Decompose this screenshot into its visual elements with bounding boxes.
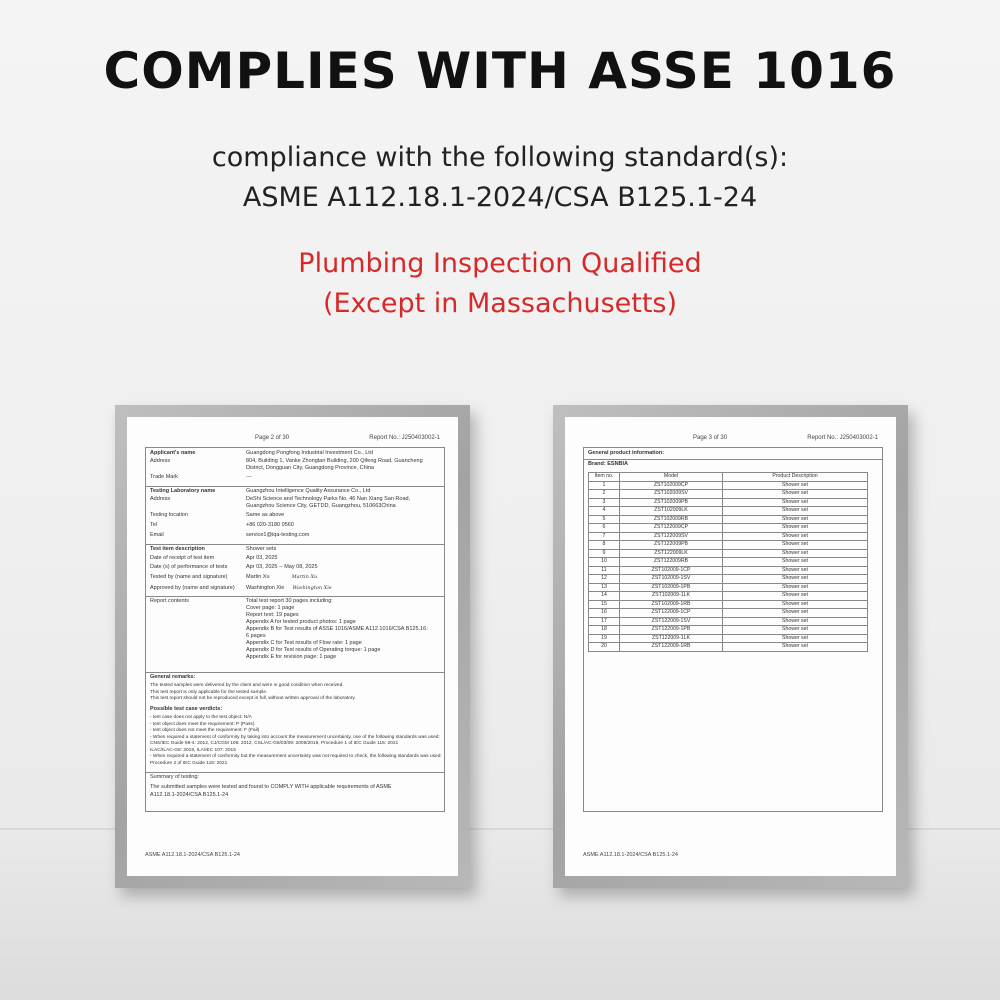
model-cell: ZST102009-1SV xyxy=(620,575,723,584)
test-report-page-2 xyxy=(145,435,440,858)
model-cell: ZST122009-1RB xyxy=(620,643,723,652)
table-row xyxy=(589,490,868,499)
item-no-cell: 12 xyxy=(589,575,620,584)
location-value: Same as above xyxy=(246,512,285,518)
report-number: Report No.: J250403002-1 xyxy=(369,435,440,441)
verdicts-heading: Possible test case verdicts: xyxy=(150,706,223,712)
description-cell: Shower set xyxy=(723,524,868,533)
table-row xyxy=(589,515,868,524)
table-row xyxy=(589,592,868,601)
location-label: Testing location xyxy=(150,512,188,518)
text-line: Appendix A for tested product photos: 1 page xyxy=(246,619,356,625)
summary-line1: The submitted samples were tested and found to COMPLY WITH applicable requirements of ASME xyxy=(150,784,392,790)
description-cell: Shower set xyxy=(723,498,868,507)
lab-address-line2: Guangzhou Science City, GETDD, Guangzhou, 510663China xyxy=(246,503,396,509)
tel-label: Tel xyxy=(150,522,158,528)
description-cell: Shower set xyxy=(723,566,868,575)
table-row xyxy=(589,643,868,652)
text-line: - test object does meet the requirement: P (Pass) xyxy=(150,721,255,727)
item-no-cell: 16 xyxy=(589,609,620,618)
table-row xyxy=(589,609,868,618)
model-cell: ZST122009CP xyxy=(620,524,723,533)
description-cell: Shower set xyxy=(723,490,868,499)
table-row xyxy=(589,532,868,541)
description-cell: Shower set xyxy=(723,558,868,567)
certificate-frame-left xyxy=(115,405,470,888)
remarks-heading: General remarks: xyxy=(150,674,196,680)
description-cell: Shower set xyxy=(723,617,868,626)
text-line: This test report should not be reproduced except in full, without written approval of the laboratory. xyxy=(150,696,356,701)
test-report-page-3 xyxy=(583,435,878,858)
applicant-label: Applicant's name xyxy=(150,450,196,456)
model-cell: ZST102009RB xyxy=(620,515,723,524)
description-cell: Shower set xyxy=(723,634,868,643)
table-row xyxy=(589,498,868,507)
text-line: - When required a statement of conformity but the measurement uncertainty was not required to check, the following standards was used: xyxy=(150,754,442,759)
text-line: 6 pages xyxy=(246,633,266,639)
col-description: Product Description xyxy=(723,473,868,482)
table-row xyxy=(589,634,868,643)
page-title: COMPLIES WITH ASSE 1016 xyxy=(103,42,897,100)
text-line: ILAC/ILAC-G8: 2019, ILA/IEC 107: 2015 xyxy=(150,747,236,753)
table-row xyxy=(589,507,868,516)
item-no-cell: 19 xyxy=(589,634,620,643)
brand-label: Brand: ESNBIA xyxy=(588,461,629,467)
description-cell: Shower set xyxy=(723,507,868,516)
col-item-no: Item no. xyxy=(589,473,620,482)
description-cell: Shower set xyxy=(723,549,868,558)
item-value: Shower sets xyxy=(246,546,277,552)
description-cell: Shower set xyxy=(723,575,868,584)
item-no-cell: 6 xyxy=(589,524,620,533)
item-no-cell: 17 xyxy=(589,617,620,626)
address-line1: 804, Building 1, Vanke Zhongtan Building, 200 Qifeng Road, Guancheng xyxy=(246,458,423,464)
model-cell: ZST102009-1CP xyxy=(620,566,723,575)
table-row xyxy=(589,600,868,609)
text-line: - test object does not meet the requirement: F (Fail) xyxy=(150,728,260,733)
page-number: Page 3 of 30 xyxy=(693,435,728,441)
page-footer: ASME A112.18.1-2024/CSA B125.1-24 xyxy=(583,852,678,858)
text-line: - When required a statement of conformity by taking into account the measurement uncertainty, one of the following standards was used: xyxy=(150,734,440,740)
lab-value: Guangzhou Intelligence Quality Assurance Co., Ltd xyxy=(246,488,371,494)
text-line: Cover page: 1 page xyxy=(246,605,295,611)
performance-value: Apr 03, 2025 -- May 08, 2025 xyxy=(246,564,318,570)
description-cell: Shower set xyxy=(723,592,868,601)
text-line: This test report is only applicable for the tested sample. xyxy=(150,689,268,695)
text-line: Appendix E for revision page: 1 page xyxy=(246,654,337,660)
table-row xyxy=(589,549,868,558)
contents-label: Report contents xyxy=(150,598,189,604)
description-cell: Shower set xyxy=(723,609,868,618)
approved-label: Approved by (name and signature) xyxy=(150,585,235,591)
report-table xyxy=(145,447,445,812)
certificate-frame-right xyxy=(553,405,908,888)
approved-value: Washington Xie xyxy=(246,585,285,591)
summary-line2: A112.18.1-2024/CSA B125.1-24 xyxy=(150,792,229,798)
item-no-cell: 15 xyxy=(589,600,620,609)
lab-label: Testing Laboratory name xyxy=(150,488,216,494)
product-table-header xyxy=(589,473,868,482)
text-line: CNS/IEC Guide 98-4: 2012, CJ/CGM 106: 2012, CSL/AC-G8/03/09: 2009/2019, Procedure 1 of IEC Guide 115: 2021 xyxy=(150,741,399,746)
text-line: Total test report 30 pages including: xyxy=(246,598,333,604)
frame-mat xyxy=(565,417,896,876)
item-no-cell: 18 xyxy=(589,626,620,635)
description-cell: Shower set xyxy=(723,532,868,541)
description-cell: Shower set xyxy=(723,481,868,490)
table-row xyxy=(589,575,868,584)
text-line: Procedure 2 of IEC Guide 115: 2021 xyxy=(150,760,228,766)
table-row xyxy=(589,524,868,533)
receipt-value: Apr 03, 2025 xyxy=(246,555,278,561)
item-no-cell: 10 xyxy=(589,558,620,567)
frame-mat xyxy=(127,417,458,876)
performance-label: Date (s) of performance of tests xyxy=(150,564,228,570)
email-value: service1@iqa-testing.com xyxy=(246,532,310,538)
email-label: Email xyxy=(150,532,164,538)
model-cell: ZST102009LK xyxy=(620,507,723,516)
model-cell: ZST122009-1CP xyxy=(620,609,723,618)
table-row xyxy=(589,558,868,567)
model-cell: ZST122009PB xyxy=(620,541,723,550)
col-model: Model xyxy=(620,473,723,482)
item-no-cell: 8 xyxy=(589,541,620,550)
standards-list: ASME A112.18.1-2024/CSA B125.1-24 xyxy=(242,182,758,213)
description-cell: Shower set xyxy=(723,626,868,635)
applicant-value: Guangdong Pongfong Industrial Investment Co., Ltd xyxy=(246,450,373,456)
address-line2: District, Dongguan City, Guangdong Province, China xyxy=(246,465,374,471)
model-cell: ZST102009-1RB xyxy=(620,600,723,609)
text-line: Report text: 19 pages xyxy=(246,612,299,618)
description-cell: Shower set xyxy=(723,515,868,524)
tested-signature: Martin Xu xyxy=(291,574,318,580)
table-row xyxy=(589,583,868,592)
item-no-cell: 3 xyxy=(589,498,620,507)
item-no-cell: 20 xyxy=(589,643,620,652)
description-cell: Shower set xyxy=(723,583,868,592)
description-cell: Shower set xyxy=(723,643,868,652)
table-row xyxy=(589,626,868,635)
trademark-value: --- xyxy=(246,474,252,480)
model-cell: ZST102009PB xyxy=(620,498,723,507)
product-table xyxy=(588,472,868,652)
page-footer: ASME A112.18.1-2024/CSA B125.1-24 xyxy=(145,852,240,858)
item-no-cell: 11 xyxy=(589,566,620,575)
report-number: Report No.: J250403002-1 xyxy=(807,435,878,441)
item-no-cell: 14 xyxy=(589,592,620,601)
model-cell: ZST122009LK xyxy=(620,549,723,558)
text-line: Appendix C for Test results of Flow rate: 1 page xyxy=(246,640,362,646)
text-line: The tested samples were delivered by the client and were in good condition when received. xyxy=(150,683,344,688)
model-cell: ZST102009-1PB xyxy=(620,583,723,592)
trademark-label: Trade Mark xyxy=(150,474,178,480)
model-cell: ZST102009CP xyxy=(620,481,723,490)
text-line: - test case does not apply to the test object: N/A xyxy=(150,715,252,720)
table-row xyxy=(589,617,868,626)
tested-label: Tested by (name and signature) xyxy=(150,574,228,580)
standards-intro: compliance with the following standard(s): xyxy=(211,142,789,173)
model-cell: ZST122009-1LK xyxy=(620,634,723,643)
page-number: Page 2 of 30 xyxy=(255,435,290,441)
item-no-cell: 13 xyxy=(589,583,620,592)
item-no-cell: 5 xyxy=(589,515,620,524)
table-row xyxy=(589,541,868,550)
item-no-cell: 9 xyxy=(589,549,620,558)
tel-value: +86 020-3180 0560 xyxy=(246,522,294,528)
summary-heading: Summary of testing: xyxy=(150,774,199,780)
description-cell: Shower set xyxy=(723,541,868,550)
receipt-label: Date of receipt of test item xyxy=(150,555,215,561)
model-cell: ZST122009RB xyxy=(620,558,723,567)
lab-address-line1: DeShi Science and Technology Parks No. 46 Nan Xiang San Road, xyxy=(246,496,411,502)
approved-signature: Washington Xie xyxy=(292,585,332,591)
table-row xyxy=(589,566,868,575)
text-line: Appendix D for Test results of Operating torque: 1 page xyxy=(246,647,381,653)
description-cell: Shower set xyxy=(723,600,868,609)
inspection-qualified: Plumbing Inspection Qualified xyxy=(298,248,702,279)
model-cell: ZST122009-1PB xyxy=(620,626,723,635)
model-cell: ZST122009SV xyxy=(620,532,723,541)
model-cell: ZST122009-1SV xyxy=(620,617,723,626)
product-info-heading: General product information: xyxy=(588,450,665,456)
address-label: Address xyxy=(150,458,171,464)
table-row xyxy=(589,481,868,490)
item-no-cell: 7 xyxy=(589,532,620,541)
item-no-cell: 4 xyxy=(589,507,620,516)
model-cell: ZST102009SV xyxy=(620,490,723,499)
inspection-exception: (Except in Massachusetts) xyxy=(322,288,678,319)
item-no-cell: 1 xyxy=(589,481,620,490)
item-no-cell: 2 xyxy=(589,490,620,499)
text-line: Appendix B for Test results of ASSE 1016/ASME A112.1016/CSA B125.16: xyxy=(246,626,428,632)
lab-address-label: Address xyxy=(150,496,171,502)
product-info-box xyxy=(583,447,883,812)
item-label: Test item description xyxy=(150,546,205,552)
model-cell: ZST102009-1LK xyxy=(620,592,723,601)
tested-value: Martin Xu xyxy=(246,574,270,580)
